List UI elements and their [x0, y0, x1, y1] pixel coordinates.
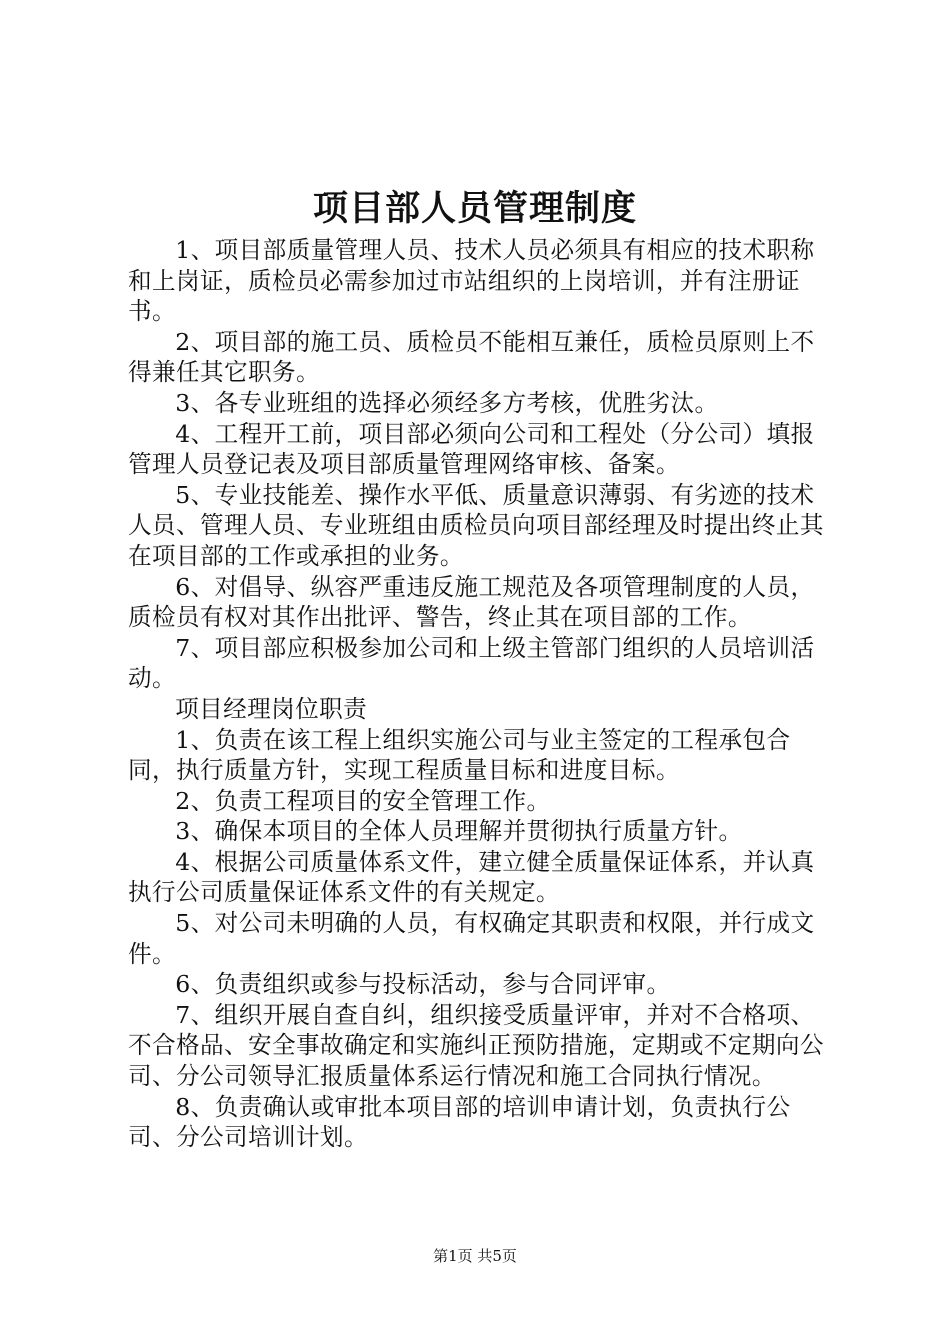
paragraph: 7、项目部应积极参加公司和上级主管部门组织的人员培训活动。	[128, 633, 815, 693]
page-footer: 第1页 共5页	[433, 1247, 517, 1265]
paragraph: 6、对倡导、纵容严重违反施工规范及各项管理制度的人员，质检员有权对其作出批评、警告，终止其在项目部的工作。	[128, 572, 815, 632]
paragraph: 4、根据公司质量体系文件，建立健全质量保证体系，并认真执行公司质量保证体系文件的有关规定。	[128, 847, 815, 907]
paragraph: 1、负责在该工程上组织实施公司与业主签定的工程承包合同，执行质量方针，实现工程质量目标和进度目标。	[128, 725, 791, 785]
paragraph: 5、对公司未明确的人员，有权确定其职责和权限，并行成文件。	[128, 909, 815, 968]
paragraph: 3、各专业班组的选择必须经多方考核，优胜劣汰。	[175, 388, 719, 417]
paragraph: 1、项目部质量管理人员、技术人员必须具有相应的技术职称和上岗证，质检员必需参加过市站组织的上岗培训，并有注册证书。	[128, 236, 815, 326]
paragraph: 4、工程开工前，项目部必须向公司和工程处（分公司）填报管理人员登记表及项目部质量管理网络审核、备案。	[128, 419, 815, 479]
document-body	[128, 235, 828, 1153]
paragraph: 3、确保本项目的全体人员理解并贯彻执行质量方针。	[175, 817, 743, 846]
paragraph: 6、负责组织或参与投标活动，参与合同评审。	[175, 970, 671, 999]
paragraph: 5、专业技能差、操作水平低、质量意识薄弱、有劣迹的技术人员、管理人员、专业班组由质检员向项目部经理及时提出终止其在项目部的工作或承担的业务。	[128, 480, 824, 570]
paragraph: 2、负责工程项目的安全管理工作。	[175, 786, 551, 815]
section-heading: 项目经理岗位职责	[175, 694, 368, 723]
document-title: 项目部人员管理制度	[312, 189, 637, 229]
paragraph: 7、组织开展自查自纠，组织接受质量评审，并对不合格项、不合格品、安全事故确定和实施纠正预防措施，定期或不定期向公司、分公司领导汇报质量体系运行情况和施工合同执行情况。	[128, 1000, 824, 1091]
paragraph: 8、负责确认或审批本项目部的培训申请计划，负责执行公司、分公司培训计划。	[128, 1092, 791, 1152]
paragraph: 2、项目部的施工员、质检员不能相互兼任，质检员原则上不得兼任其它职务。	[128, 327, 815, 387]
